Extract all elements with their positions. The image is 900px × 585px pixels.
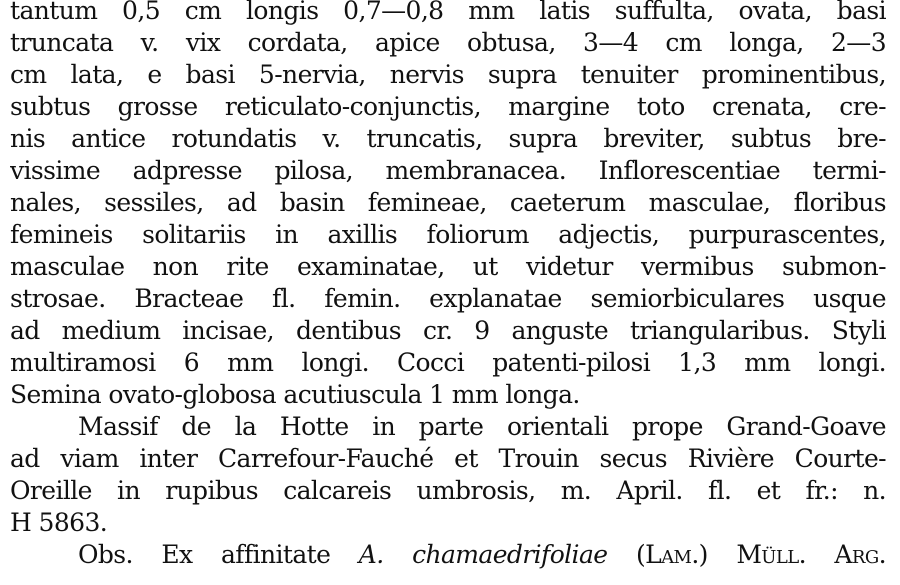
obs-author-2: Müll. Arg. [736, 540, 886, 569]
text-line-12: multiramosi 6 mm longi. Cocci patenti-pilosi 1,3 mm longi. [10, 348, 886, 377]
text-line-3: cm lata, e basi 5-nervia, nervis supra tenuiter prominentibus, [10, 60, 886, 89]
text-line-8: femineis solitariis in axillis foliorum adjectis, purpurascentes, [10, 220, 886, 249]
obs-species: A. chamaedrifoliae [358, 540, 608, 569]
text-line-10: strosae. Bracteae fl. femin. explanatae semiorbiculares usque [10, 284, 886, 313]
obs-label: Obs. [78, 540, 133, 569]
obs-author-1: (Lam.) [635, 540, 708, 569]
text-line-2: truncata v. vix cordata, apice obtusa, 3—4 cm longa, 2—3 [10, 28, 886, 57]
obs-line [10, 539, 886, 571]
text-line-4: subtus grosse reticulato-conjunctis, margine toto crenata, cre- [10, 92, 886, 121]
text-line-13: Semina ovato-globosa acutiuscula 1 mm longa. [10, 380, 580, 409]
text-line-5: nis antice rotundatis v. truncatis, supra breviter, subtus bre- [10, 124, 886, 153]
obs-text: Ex affinitate [161, 540, 331, 569]
text-line-17: H 5863. [10, 508, 108, 537]
text-line-16: Oreille in rupibus calcareis umbrosis, m. April. fl. et fr.: n. [10, 476, 886, 505]
text-line-11: ad medium incisae, dentibus cr. 9 anguste triangularibus. Styli [10, 316, 886, 345]
text-line-14: Massif de la Hotte in parte orientali prope Grand-Goave [78, 412, 886, 441]
text-line-1: tantum 0,5 cm longis 0,7—0,8 mm latis suffulta, ovata, basi [10, 0, 886, 25]
text-line-6: vissime adpresse pilosa, membranacea. Inflorescentiae termi- [10, 156, 886, 185]
text-line-15: ad viam inter Carrefour-Fauché et Trouin secus Rivière Courte- [10, 444, 886, 473]
text-line-7: nales, sessiles, ad basin femineae, caeterum masculae, floribus [10, 188, 886, 217]
text-line-9: masculae non rite examinatae, ut videtur vermibus submon- [10, 252, 886, 281]
